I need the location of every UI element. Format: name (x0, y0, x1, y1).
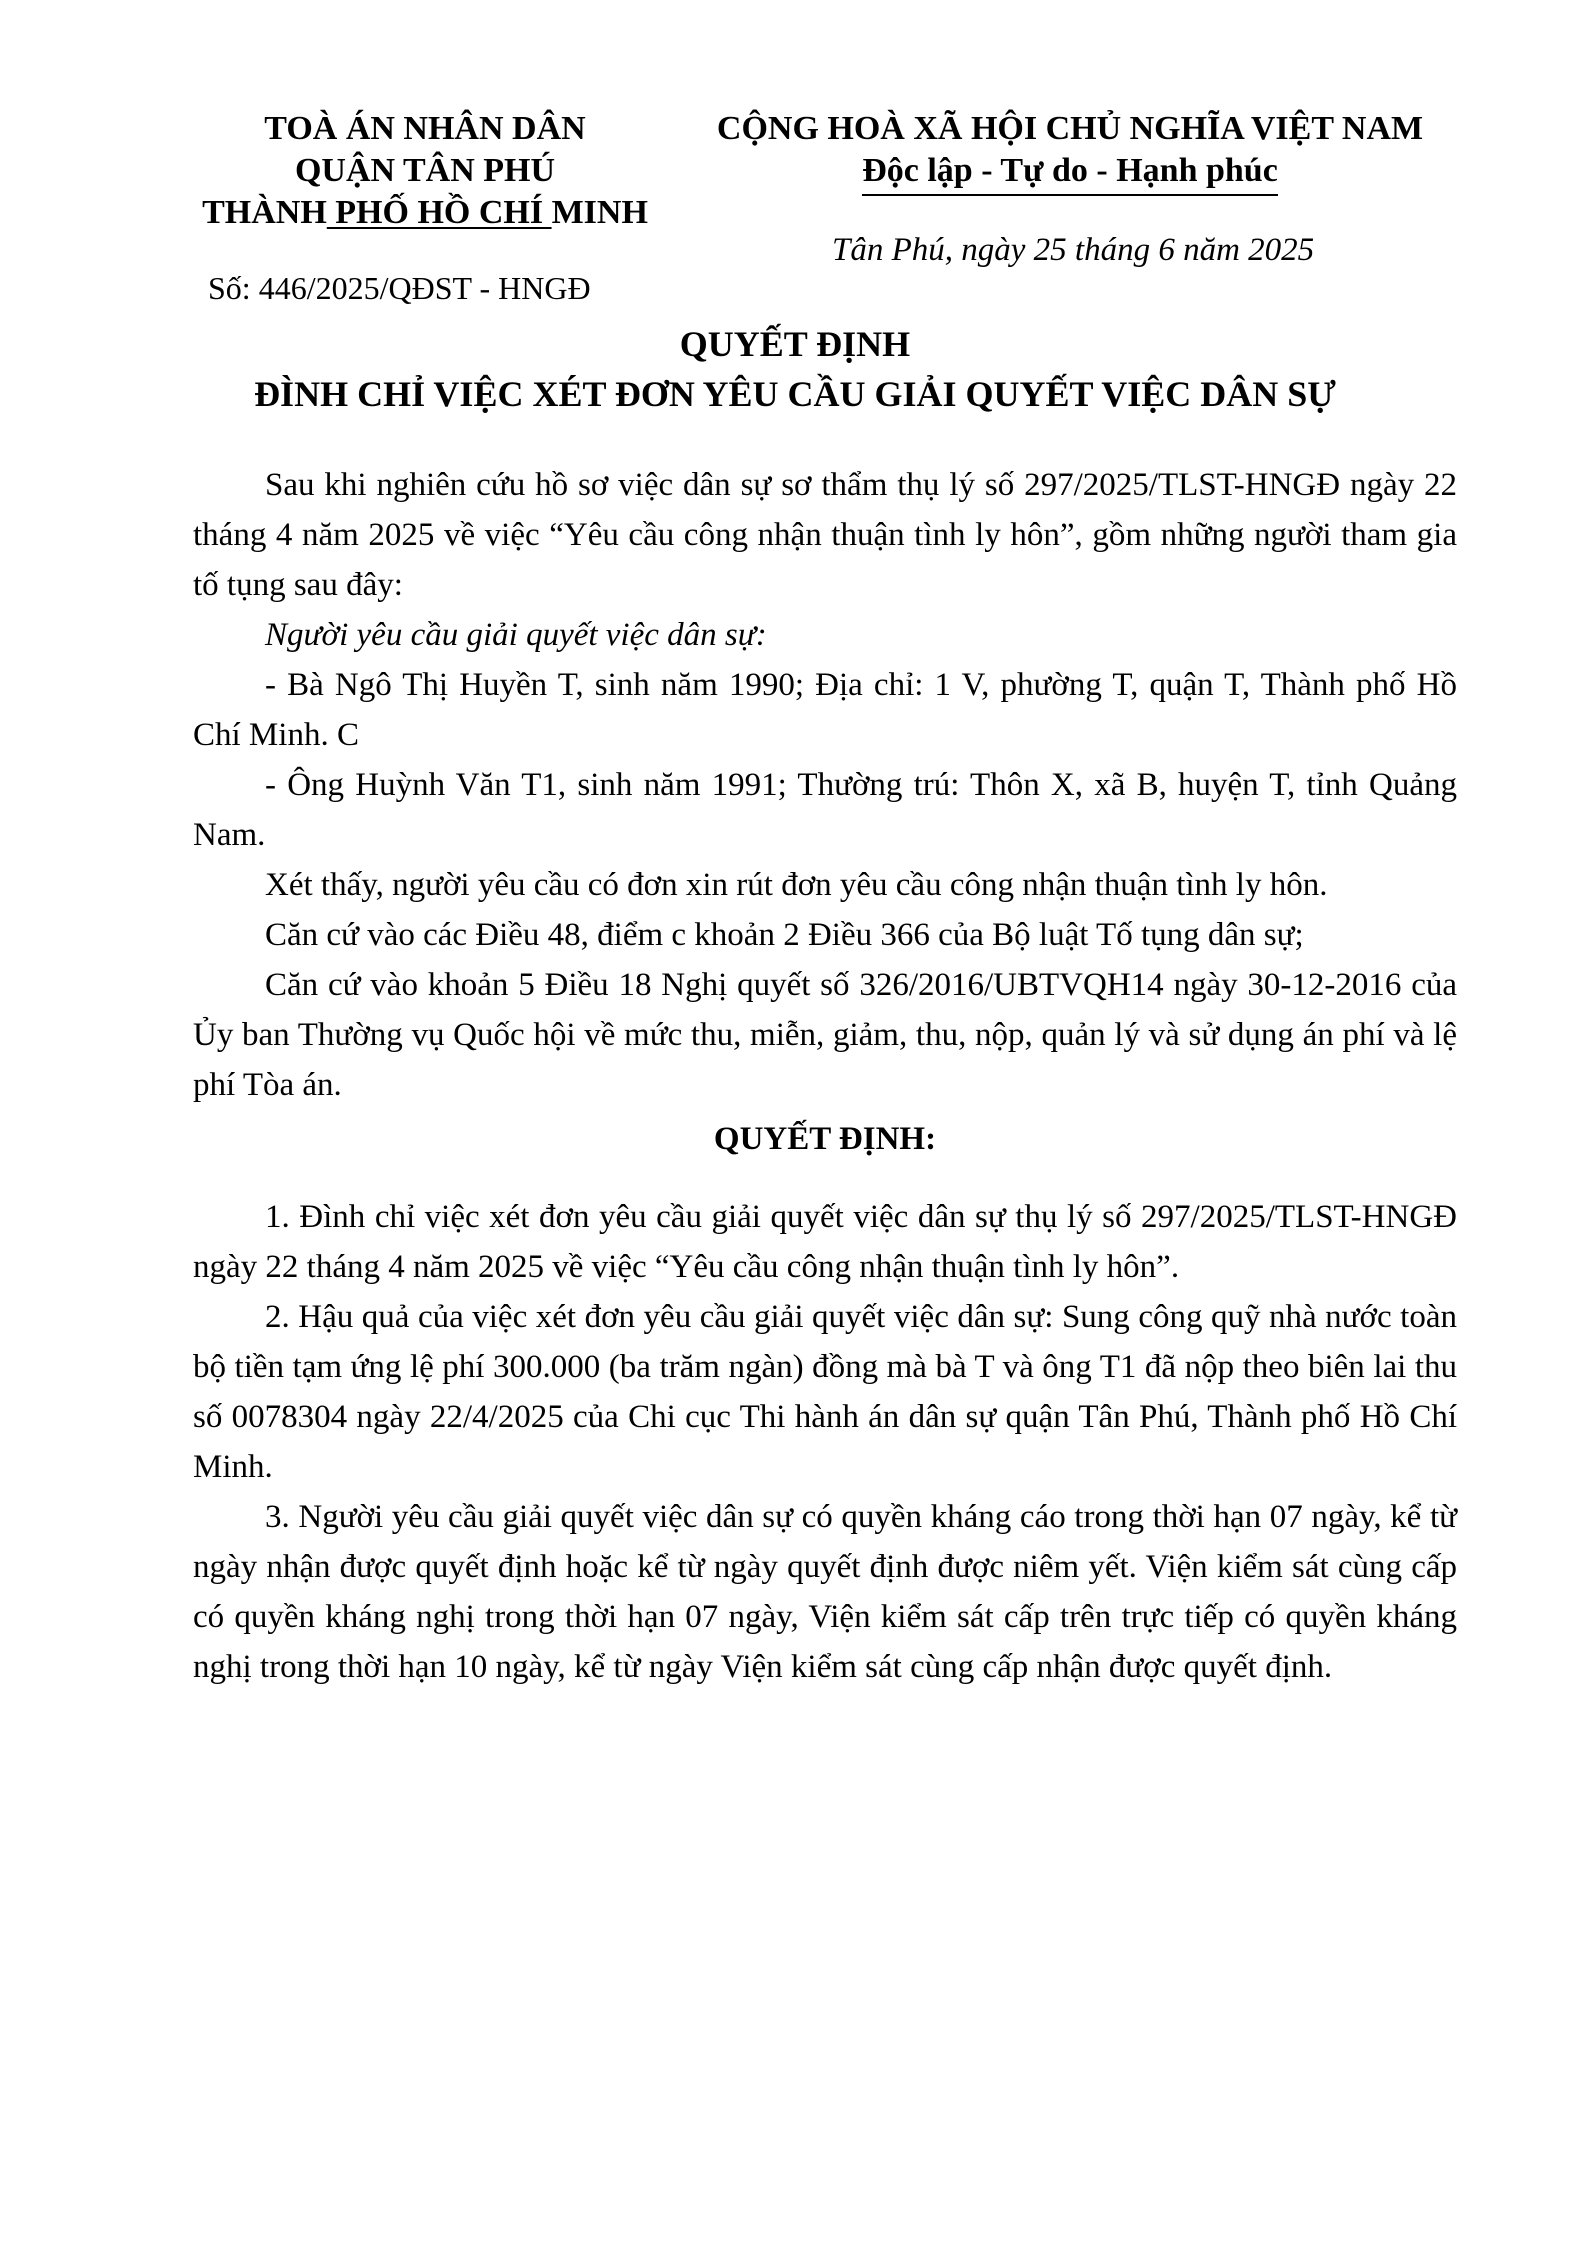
paragraph-legal-basis-1: Căn cứ vào các Điều 48, điểm c khoản 2 Điều 366 của Bộ luật Tố tụng dân sự; (265, 917, 1304, 953)
document-number: Số: 446/2025/QĐST - HNGĐ (208, 270, 591, 306)
paragraph-requesters-heading: Người yêu cầu giải quyết việc dân sự: (265, 617, 767, 653)
decision-item-1: 1. Đình chỉ việc xét đơn yêu cầu giải quyết việc dân sự thụ lý số 297/2025/TLST-HNGĐ ngày 22 tháng 4 năm 2025 về việc “Yêu cầu công nhận thuận tình ly hôn”. (193, 1199, 1457, 1285)
paragraph-finding: Xét thấy, người yêu cầu có đơn xin rút đơn yêu cầu công nhận thuận tình ly hôn. (265, 867, 1328, 903)
court-name: TOÀ ÁN NHÂN DÂN (264, 110, 586, 147)
paragraph-case-intro: Sau khi nghiên cứu hồ sơ việc dân sự sơ thẩm thụ lý số 297/2025/TLST-HNGĐ ngày 22 tháng 4 năm 2025 về việc “Yêu cầu công nhận thuận tình ly hôn”, gồm những người tham gia tố tụng sau đây: (193, 467, 1457, 603)
court-city-part-b: PHỐ HỒ CHÍ (326, 194, 552, 231)
document-body (193, 460, 1457, 1692)
national-header (690, 108, 1450, 196)
court-city (190, 192, 660, 234)
paragraph-requester-2: - Ông Huỳnh Văn T1, sinh năm 1991; Thường trú: Thôn X, xã B, huyện T, tỉnh Quảng Nam. (193, 767, 1457, 853)
decision-item-2: 2. Hậu quả của việc xét đơn yêu cầu giải quyết việc dân sự: Sung công quỹ nhà nước toàn bộ tiền tạm ứng lệ phí 300.000 (ba trăm ngàn) đồng mà bà T và ông T1 đã nộp theo biên lai thu số 0078304 ngày 22/4/2025 của Chi cục Thi hành án dân sự quận Tân Phú, Thành phố Hồ Chí Minh. (193, 1299, 1457, 1485)
national-motto: Độc lập - Tự do - Hạnh phúc (862, 150, 1278, 196)
document-subtitle: ĐÌNH CHỈ VIỆC XÉT ĐƠN YÊU CẦU GIẢI QUYẾT VIỆC DÂN SỰ (254, 374, 1336, 414)
place-date: Tân Phú, ngày 25 tháng 6 năm 2025 (832, 232, 1315, 268)
court-district: QUẬN TÂN PHÚ (294, 152, 556, 189)
decision-heading: QUYẾT ĐỊNH: (713, 1121, 937, 1157)
country-name: CỘNG HOÀ XÃ HỘI CHỦ NGHĨA VIỆT NAM (716, 110, 1424, 147)
court-city-part-c: MINH (551, 194, 648, 231)
decision-item-3: 3. Người yêu cầu giải quyết việc dân sự có quyền kháng cáo trong thời hạn 07 ngày, kể từ ngày nhận được quyết định hoặc kể từ ngày quyết định được niêm yết. Viện kiểm sát cùng cấp có quyền kháng nghị trong thời hạn 07 ngày, Viện kiểm sát cấp trên trực tiếp có quyền kháng nghị trong thời hạn 10 ngày, kể từ ngày Viện kiểm sát cùng cấp nhận được quyết định. (193, 1499, 1457, 1685)
document-title: QUYẾT ĐỊNH (679, 324, 911, 364)
court-header (190, 108, 660, 234)
paragraph-requester-1: - Bà Ngô Thị Huyền T, sinh năm 1990; Địa chỉ: 1 V, phường T, quận T, Thành phố Hồ Chí Minh. C (193, 667, 1457, 753)
court-city-part-a: THÀNH (202, 194, 327, 231)
paragraph-legal-basis-2: Căn cứ vào khoản 5 Điều 18 Nghị quyết số 326/2016/UBTVQH14 ngày 30-12-2016 của Ủy ban Thường vụ Quốc hội về mức thu, miễn, giảm, thu, nộp, quản lý và sử dụng án phí và lệ phí Tòa án. (193, 967, 1457, 1103)
